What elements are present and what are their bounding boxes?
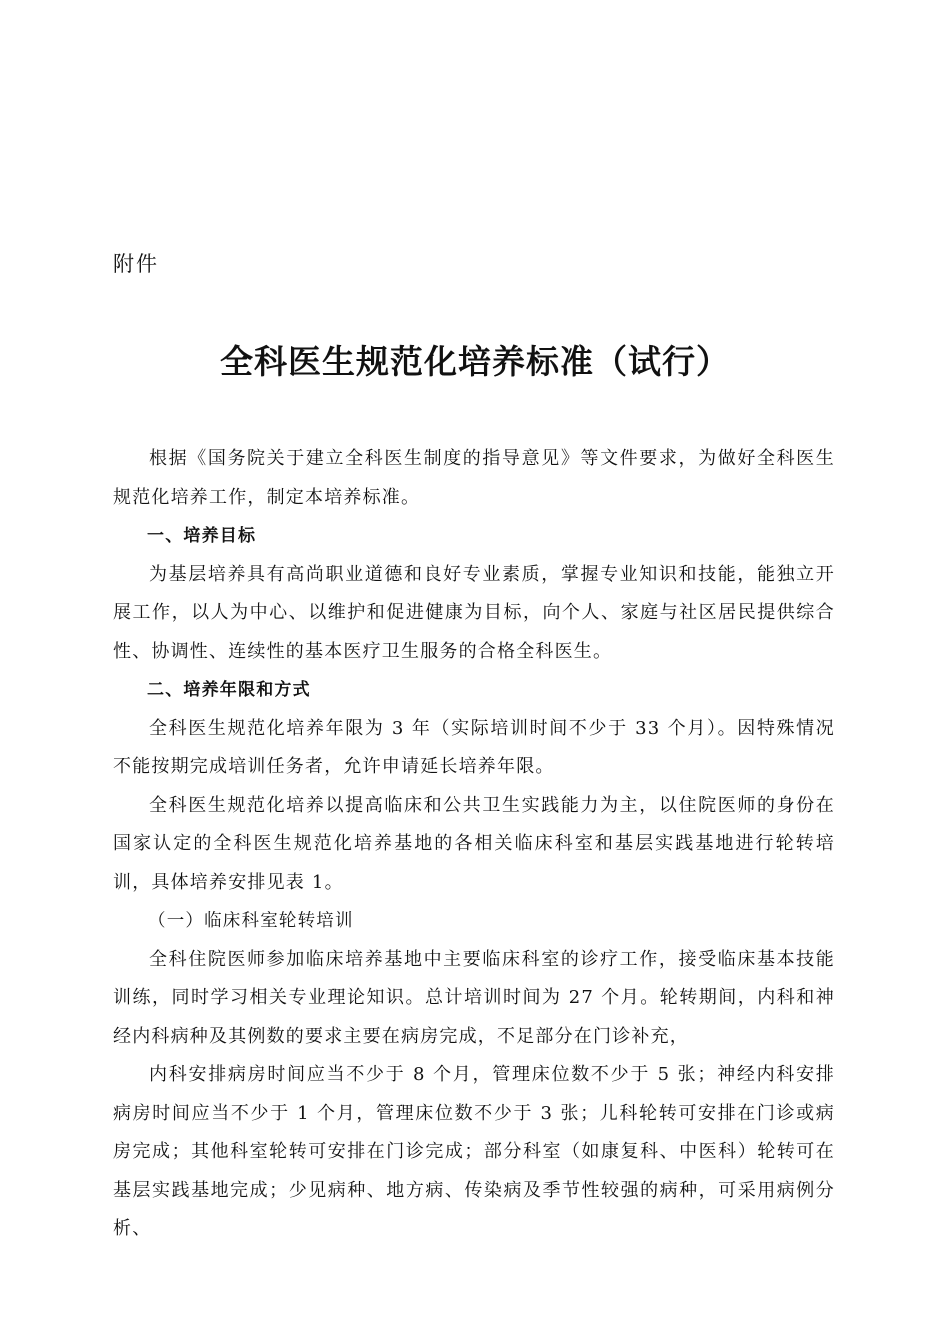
clinical-paragraph: 全科住院医师参加临床培养基地中主要临床科室的诊疗工作，接受临床基本技能训练，同时学习相关专业理论知识。总计培训时间为 27 个月。轮转期间，内科和神经内科病种及其例数的要求主要在病房完成，不足部分在门诊补充， bbox=[113, 948, 835, 1047]
document-body bbox=[113, 440, 835, 1249]
section-heading-duration: 二、培养年限和方式 bbox=[147, 680, 311, 700]
attachment-label: 附件 bbox=[113, 252, 159, 276]
duration-paragraph: 全科医生规范化培养年限为 3 年（实际培训时间不少于 33 个月）。因特殊情况不能按期完成培训任务者，允许申请延长培养年限。 bbox=[113, 717, 835, 777]
document-title: 全科医生规范化培养标准（试行） bbox=[220, 342, 730, 381]
goals-paragraph: 为基层培养具有高尚职业道德和良好专业素质，掌握专业知识和技能，能独立开展工作，以人为中心、以维护和促进健康为目标，向个人、家庭与社区居民提供综合性、协调性、连续性的基本医疗卫生服务的合格全科医生。 bbox=[113, 563, 835, 662]
method-paragraph: 全科医生规范化培养以提高临床和公共卫生实践能力为主，以住院医师的身份在国家认定的全科医生规范化培养基地的各相关临床科室和基层实践基地进行轮转培训，具体培养安排见表 1。 bbox=[113, 794, 835, 893]
ward-paragraph: 内科安排病房时间应当不少于 8 个月，管理床位数不少于 5 张；神经内科安排病房时间应当不少于 1 个月，管理床位数不少于 3 张；儿科轮转可安排在门诊或病房完成；其他科室轮转可安排在门诊完成；部分科室（如康复科、中医科）轮转可在基层实践基地完成；少见病种、地方病、传染病及季节性较强的病种，可采用病例分析、 bbox=[113, 1064, 835, 1239]
subsection-heading-clinical: （一）临床科室轮转培训 bbox=[148, 911, 354, 931]
intro-paragraph: 根据《国务院关于建立全科医生制度的指导意见》等文件要求，为做好全科医生规范化培养工作，制定本培养标准。 bbox=[113, 448, 835, 508]
section-heading-goals: 一、培养目标 bbox=[147, 526, 257, 546]
